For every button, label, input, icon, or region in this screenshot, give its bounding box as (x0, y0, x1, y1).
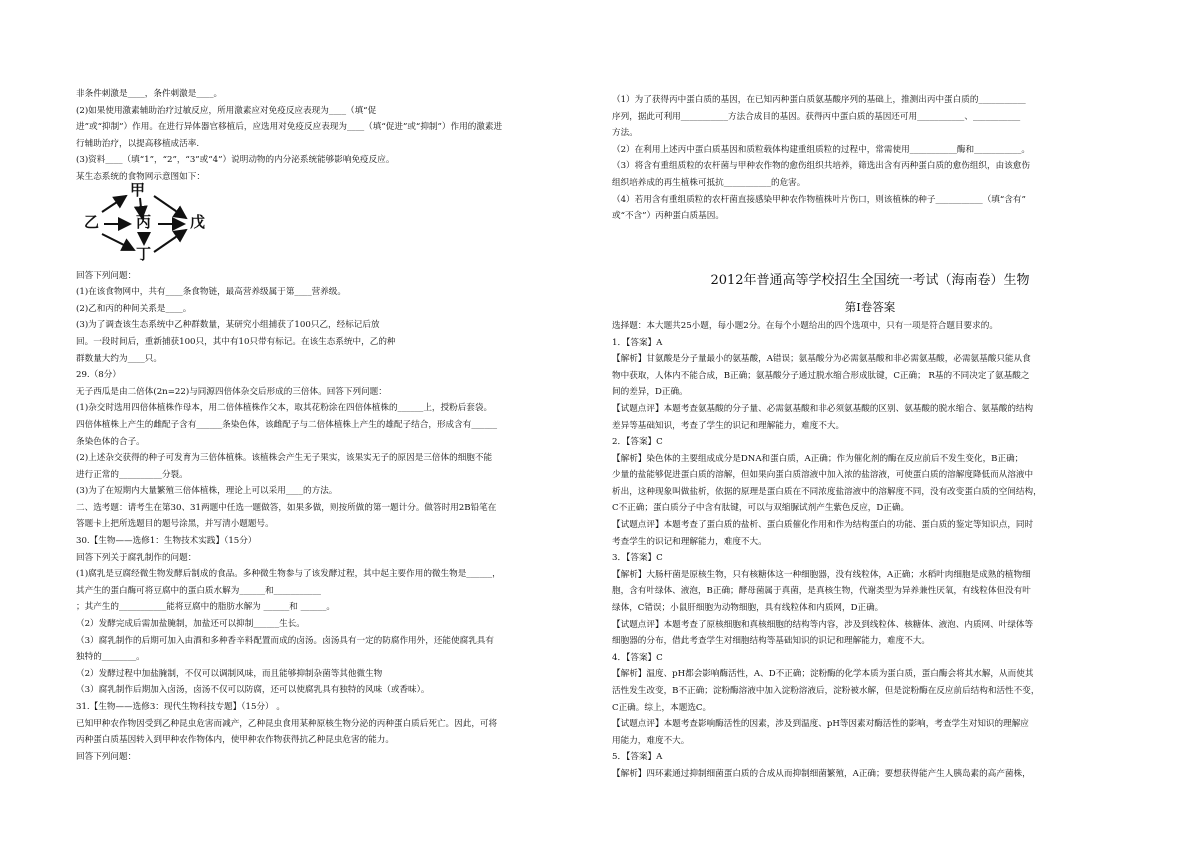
text-line: 细胞器的分布，借此考查学生对细胞结构等基础知识的识记和理解能力，难度不大。 (612, 636, 930, 647)
node-jia: 甲 (130, 180, 146, 199)
food-web-diagram (78, 180, 218, 264)
text-line: （1）为了获得丙中蛋白质的基因，在已知丙种蛋白质氨基酸序列的基础上，推测出丙中蛋白质的___________ (612, 95, 1026, 105)
text-line: （3）将含有重组质粒的农杆菌与甲种农作物的愈伤组织共培养，筛选出含有丙种蛋白质的愈伤组织，由该愈伤 (612, 161, 1030, 172)
text-line: 用能力，难度不大。 (612, 735, 690, 746)
exam-title: 2012年普通高等学校招生全国统一考试（海南卷）生物 (710, 272, 1030, 288)
text-line: 物中获取，人体内不能合成，B正确；氨基酸分子通过脱水缩合形成肽键，C正确； R基的不同决定了氨基酸之 (612, 370, 1030, 381)
node-yi: 乙 (84, 212, 100, 231)
text-line: 非条件刺激是____，条件刺激是____。 (76, 89, 223, 99)
text-line: 条染色体的合子。 (76, 436, 145, 447)
text-line: 4．【答案】C (612, 652, 663, 663)
node-bing: 丙 (136, 212, 152, 231)
text-line: 【试题点评】本题考查氨基酸的分子量、必需氨基酸和非必须氨基酸的区别、氨基酸的脱水缩合、氨基酸的结构 (612, 403, 1034, 414)
node-ding: 丁 (136, 244, 152, 263)
left-text-block (76, 268, 586, 766)
text-line: 进”或“抑制”）作用。在进行异体器官移植后，应选用对免疫反应表现为____（填“促进”或“抑制”）作用的激素进 (76, 122, 503, 133)
text-line: 序列，据此可利用___________方法合成目的基因。获得丙中蛋白质的基因还可用___________、___________ (612, 111, 1021, 122)
text-line: 丙种蛋白质基因转入到甲种农作物体内，使甲种农作物获得抗乙种昆虫危害的能力。 (76, 735, 394, 746)
text-line: 5．【答案】A (612, 752, 663, 763)
text-line: 析出，这种现象叫做盐析，依据的原理是蛋白质在不同浓度盐溶液中的溶解度不同，没有改变蛋白质的空间结构， (612, 486, 1042, 497)
text-line: (3)为了在短期内大量繁殖三倍体植株，理论上可以采用____的方法。 (76, 486, 338, 497)
text-line: 回。一段时间后，重新捕获100只，其中有10只带有标记。在该生态系统中，乙的种 (76, 336, 396, 347)
text-line: 2．【答案】C (612, 437, 663, 448)
text-line: ；其产生的___________能将豆腐中的脂肪水解为 ______和 ______。 (76, 602, 335, 613)
node-wu: 戊 (190, 212, 206, 231)
text-line: 【解析】染色体的主要组成成分是DNA和蛋白质，A正确；作为催化剂的酶在反应前后不发生变化，B正确； (612, 453, 1024, 464)
text-line: （2）发酵过程中加盐腌制，不仅可以调制风味，而且能够抑制杂菌等其他微生物 (76, 668, 383, 679)
answer-block (612, 318, 1128, 783)
text-line: （3）腐乳制作的后期可加入由酒和多种香辛料配置而成的卤汤。卤汤具有一定的防腐作用外，还能使腐乳具有 (76, 635, 494, 646)
text-line: 进行正常的__________分裂。 (76, 469, 188, 480)
text-line: (3)资料____（填“1”，“2”，“3”或“4”）说明动物的内分泌系统能够影响免疫反应。 (76, 155, 395, 166)
text-line: (2)如果使用激素辅助治疗过敏反应，所用激素应对免疫反应表现为____（填“促 (76, 105, 377, 116)
text-line: 选择题：本大题共25小题，每小题2分。在每个小题给出的四个选项中，只有一项是符合题目要求的。 (612, 320, 998, 331)
right-question-block (612, 92, 1128, 225)
text-line: 少量的盐能够促进蛋白质的溶解，但如果向蛋白质溶液中加入浓的盐溶液，可使蛋白质的溶解度降低而从溶液中 (612, 470, 1034, 481)
text-line: （3）腐乳制作后期加入卤汤，卤汤不仅可以防腐，还可以使腐乳具有独特的风味（或香味）。 (76, 685, 430, 696)
text-line: 回答下列关于腐乳制作的问题： (76, 552, 197, 563)
text-line: 活性发生改变，B不正确；淀粉酶溶液中加入淀粉溶液后，淀粉被水解，但是淀粉酶在反应前后结构和活性不变， (612, 686, 1040, 696)
text-line: 行辅助治疗，以提高移植成活率. (76, 138, 200, 149)
text-line: 四倍体植株上产生的雌配子含有______条染色体，该雌配子与二倍体植株上产生的雄配子结合，形成含有______ (76, 419, 498, 430)
text-line: 群数量大约为____只。 (76, 353, 162, 364)
text-line: (1)杂交时选用四倍体植株作母本，用二倍体植株作父本，取其花粉涂在四倍体植株的______上，授粉后套袋。 (76, 403, 493, 414)
text-line: 考查学生的识记和理解能力，难度不大。 (612, 536, 767, 547)
text-line: 29.（8分） (76, 370, 121, 381)
text-line: 差异等基础知识，考查了学生的识记和理解能力，难度不大。 (612, 420, 845, 431)
left-column (76, 86, 586, 765)
text-line: 或“不含”）丙种蛋白质基因。 (612, 211, 724, 222)
text-line: 二、选考题：请考生在第30、31两题中任选一题做答，如果多做，则按所做的第一题计分。做答时用2B铅笔在 (76, 502, 497, 513)
text-line: 回答下列问题： (76, 270, 137, 281)
text-line: C正确。综上，本题选C。 (612, 702, 712, 713)
text-line: 间的差异，D正确。 (612, 387, 688, 398)
text-line: （2）在利用上述丙中蛋白质基因和质粒载体构建重组质粒的过程中，常需使用___________酶和___________。 (612, 144, 1030, 155)
text-line: (2)乙和丙的种间关系是____。 (76, 303, 192, 314)
text-line: 【试题点评】本题考查影响酶活性的因素，涉及到温度、pH等因素对酶活性的影响，考查学生对知识的理解应 (612, 719, 1029, 730)
text-line: 【解析】四环素通过抑制细菌蛋白质的合成从而抑制细菌繁殖，A正确；要想获得能产生人胰岛素的高产菌株， (612, 768, 1031, 779)
text-line: C不正确；蛋白质分子中含有肽键，可以与双缩脲试剂产生紫色反应，D正确。 (612, 503, 910, 514)
text-line: 已知甲种农作物因受到乙种昆虫危害而减产，乙种昆虫食用某种原核生物分泌的丙种蛋白质后死亡。因此，可将 (76, 718, 498, 729)
text-line: 【解析】甘氨酸是分子量最小的氨基酸，A错误；氨基酸分为必需氨基酸和非必需氨基酸，必需氨基酸只能从食 (612, 354, 1031, 365)
text-line: （2）发酵完成后需加盐腌制，加盐还可以抑制______生长。 (76, 619, 305, 630)
text-line: 3．【答案】C (612, 553, 663, 564)
text-line: 组织培养成的再生植株可抵抗___________的危害。 (612, 177, 806, 188)
text-line: 【试题点评】本题考查了蛋白质的盐析、蛋白质催化作用和作为结构蛋白的功能、蛋白质的鉴定等知识点，同时 (612, 520, 1034, 531)
text-line: 其产生的蛋白酶可将豆腐中的蛋白质水解为______和___________ (76, 585, 321, 596)
right-column (612, 92, 1128, 783)
text-line: 方法。 (612, 128, 638, 139)
text-line: (2)上述杂交获得的种子可发育为三倍体植株。该植株会产生无子果实，该果实无子的原因是三倍体的细胞不能 (76, 453, 493, 464)
text-line: (1)腐乳是豆腐经微生物发酵后制成的食品。多种微生物参与了该发酵过程，其中起主要作用的微生物是______， (76, 569, 501, 580)
text-line: (1)在该食物网中，共有____条食物链，最高营养级属于第____营养级。 (76, 287, 346, 298)
text-line: 31.【生物——选修3：现代生物科技专题】（15分） 。 (76, 702, 285, 712)
text-line: 无子西瓜是由二倍体(2n=22)与同源四倍体杂交后形成的三倍体。回答下列问题： (76, 386, 387, 397)
text-line: 胞，含有叶绿体、液泡，B正确；酵母菌属于真菌，是真核生物，代谢类型为异养兼性厌氧，有线粒体但没有叶 (612, 586, 1031, 597)
text-line: 独特的________。 (76, 652, 145, 663)
text-line: 【解析】大肠杆菌是原核生物，只有核糖体这一种细胞器，没有线粒体，A正确；水稻叶肉细胞是成熟的植物细 (612, 569, 1031, 580)
text-line: 绿体，C错误；小鼠肝细胞为动物细胞，具有线粒体和内质网，D正确。 (612, 603, 884, 614)
text-line: (3)为了调查该生态系统中乙种群数量，某研究小组捕获了100只乙，经标记后放 (76, 320, 380, 331)
text-line: 回答下列问题： (76, 751, 137, 762)
text-line: 30.【生物——选修1：生物技术实践】（15分） (76, 536, 257, 547)
text-line: 【试题点评】本题考查了原核细胞和真核细胞的结构等内容，涉及到线粒体、核糖体、液泡、内质网、叶绿体等 (612, 619, 1034, 630)
text-line: 答题卡上把所选题目的题号涂黑，并写清小题题号。 (76, 519, 274, 530)
text-line: （4）若用含有重组质粒的农杆菌直接感染甲种农作物植株叶片伤口，则该植株的种子___________（填“含有” (612, 194, 1026, 205)
text-line: 【解析】温度、pH都会影响酶活性，A、D不正确；淀粉酶的化学本质为蛋白质，蛋白酶会将其水解，从而使其 (612, 669, 1034, 680)
answer-section-title: 第Ⅰ卷答案 (844, 300, 896, 315)
text-line: 1．【答案】A (612, 337, 663, 348)
text-line: 某生态系统的食物网示意图如下： (76, 171, 205, 182)
